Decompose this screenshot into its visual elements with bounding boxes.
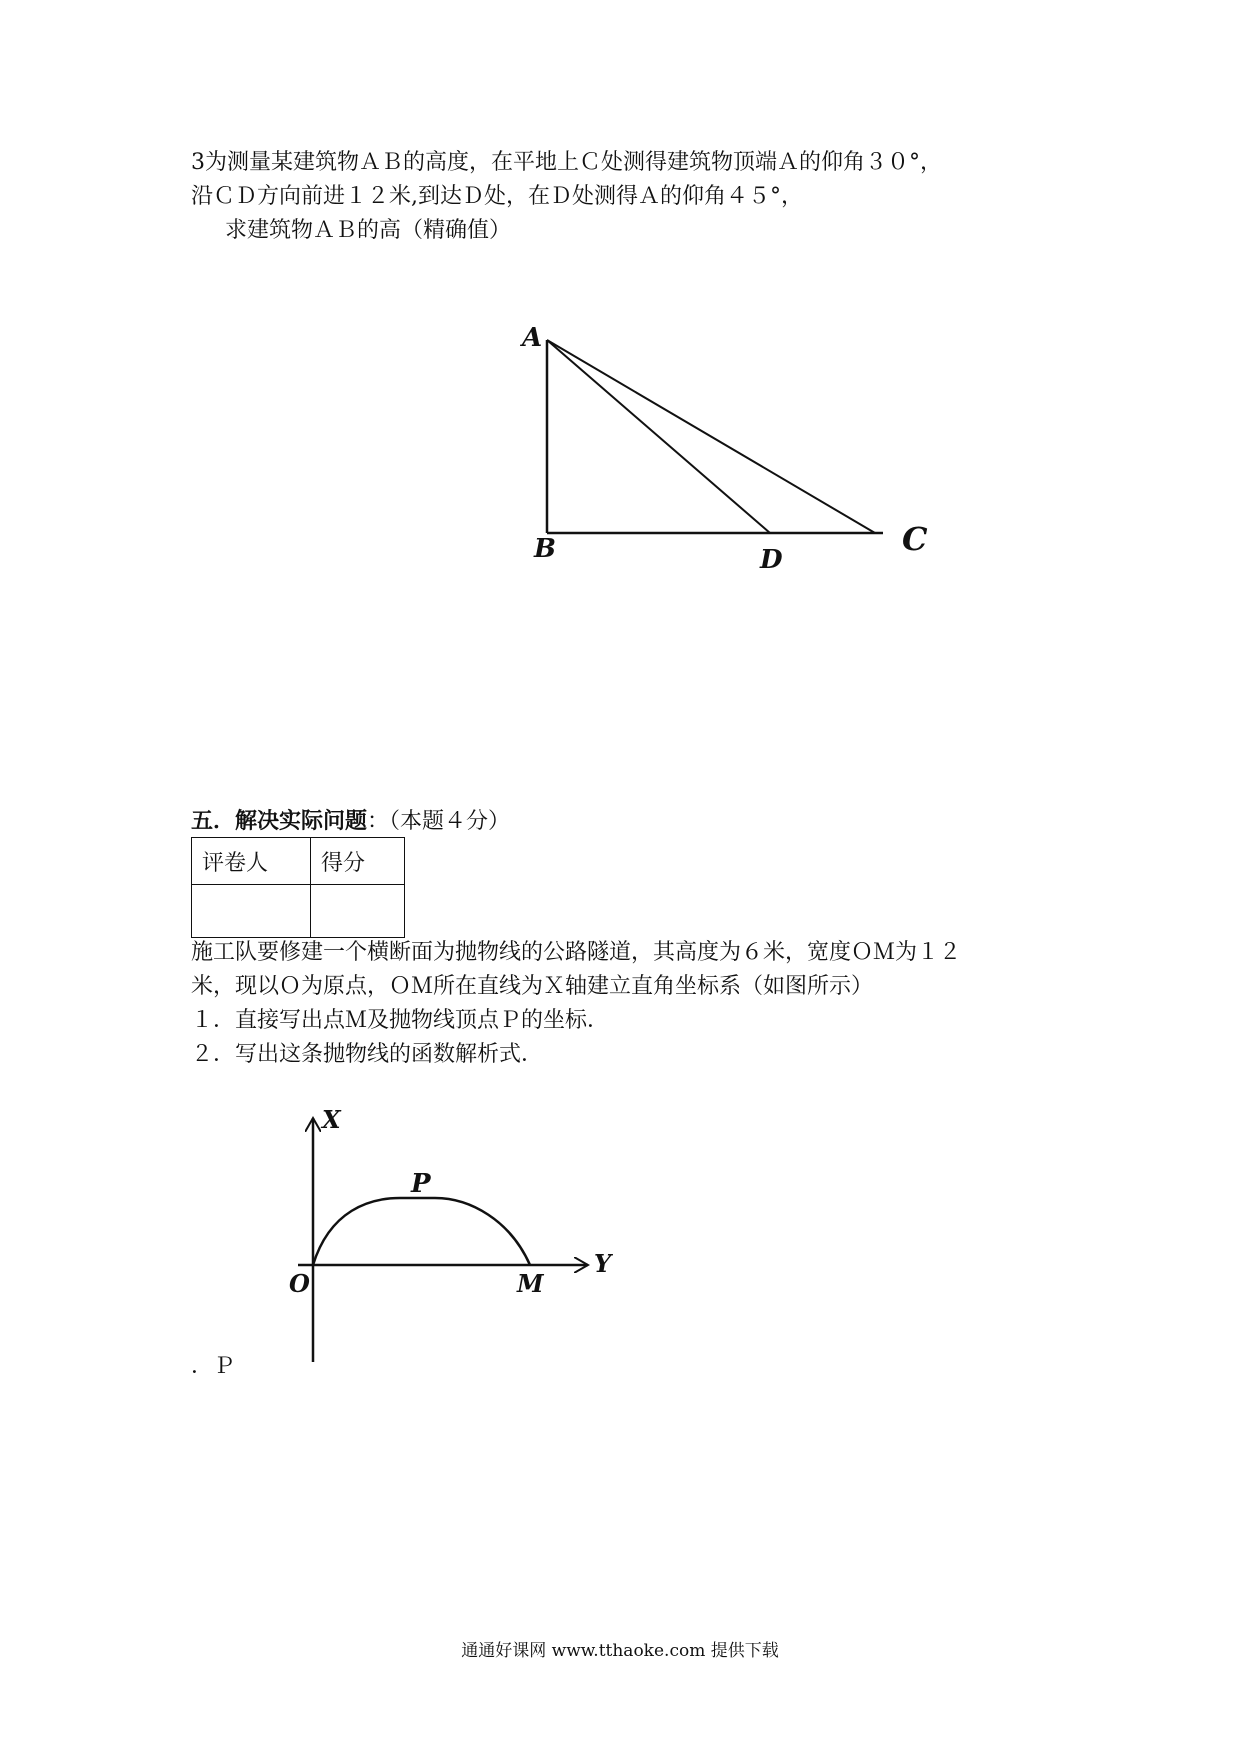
problem3-line1: 3为测量某建筑物ＡＢ的高度，在平地上Ｃ处测得建筑物顶端Ａ的仰角３０°， — [191, 150, 942, 175]
score-table — [191, 837, 405, 938]
label-vertical-axis: X — [322, 1105, 341, 1134]
label-horizontal-axis: Y — [594, 1249, 612, 1278]
label-D: D — [760, 545, 783, 575]
label-origin: O — [289, 1269, 310, 1298]
label-C: C — [902, 520, 928, 558]
label-P: P — [411, 1169, 431, 1199]
score-table-score-header: 得分 — [311, 838, 405, 885]
segment-AC — [547, 340, 875, 533]
score-table-grader-cell[interactable] — [192, 885, 311, 938]
segment-AD — [547, 340, 770, 533]
problem5-question2: ２．写出这条抛物线的函数解析式． — [191, 1042, 544, 1067]
score-table-score-cell[interactable] — [311, 885, 405, 938]
label-B: B — [534, 534, 556, 564]
page-footer: 通通好课网 www.tthaoke.com 提供下载 — [461, 1641, 779, 1661]
triangle-diagram — [0, 0, 1240, 620]
problem5-question1: １．直接写出点Ｍ及抛物线顶点Ｐ的坐标． — [191, 1008, 610, 1033]
section5-heading — [191, 806, 510, 837]
label-M: M — [517, 1269, 544, 1298]
problem3-line3: 求建筑物ＡＢ的高（精确值） — [225, 218, 512, 243]
section5-note: ：（本题４分） — [367, 809, 511, 834]
score-table-grader-header: 评卷人 — [192, 838, 311, 885]
parabola-diagram — [0, 1100, 1240, 1380]
label-A: A — [522, 323, 543, 353]
problem5-line2: 米，现以Ｏ为原点，ＯＭ所在直线为Ｘ轴建立直角坐标系（如图所示） — [191, 974, 874, 999]
stray-point-label: ．Ｐ — [191, 1354, 236, 1379]
problem3-line2: 沿ＣＤ方向前进１２米,到达Ｄ处，在Ｄ处测得Ａ的仰角４５°， — [191, 184, 803, 209]
problem5-line1: 施工队要修建一个横断面为抛物线的公路隧道，其高度为６米，宽度ＯＭ为１２ — [191, 940, 962, 965]
parabola-curve — [313, 1198, 530, 1265]
section5-title: 五．解决实际问题 — [191, 808, 368, 834]
